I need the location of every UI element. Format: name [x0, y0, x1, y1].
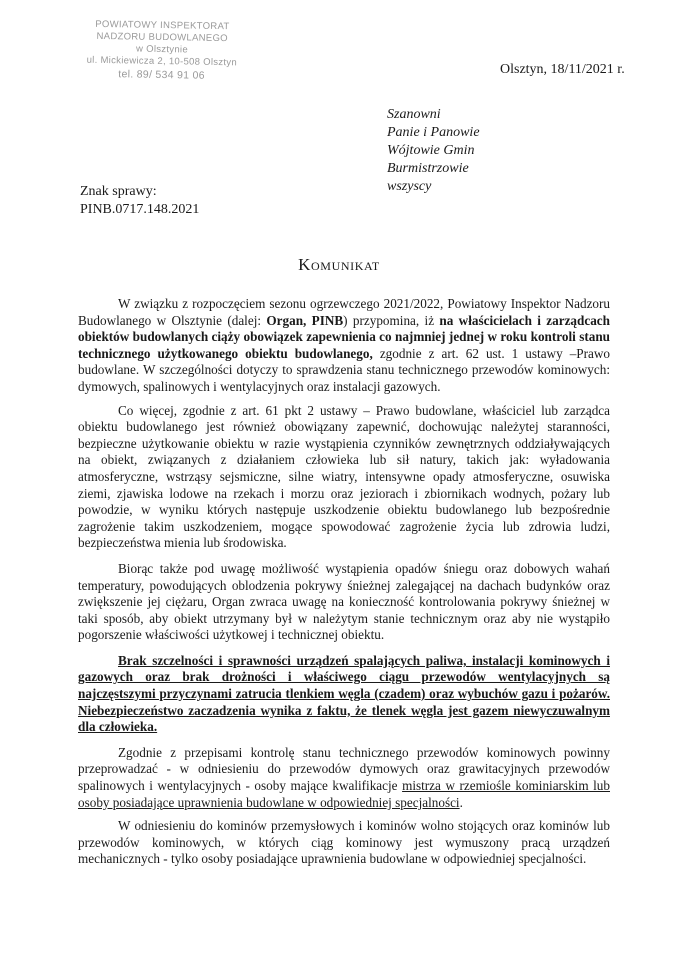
- case-label: Znak sprawy:: [80, 184, 157, 199]
- paragraph-5: [78, 745, 610, 811]
- paragraph-3: Biorąc także pod uwagę możliwość wystąpienia opadów śniegu oraz dobowych wahań temperatury, powodujących oblodzenia pokrywy śnieżnej zalegającej na dachach budynków oraz zwiększenie jej ciężaru, Organ zwraca uwagę na konieczność kontrolowania pokrywy śnieżnej w taki sposób, aby obiekt utrzymany był w należytym stanie technicznym oraz aby nie wystąpiło pogorszenie właściwości użytkowej i technicznej obiektu.: [78, 560, 610, 643]
- paragraph-2: Co więcej, zgodnie z art. 61 pkt 2 ustawy – Prawo budowlane, właściciel lub zarządca obiektu budowlanego jest również obowiązany zapewnić, dochowując należytej staranności, bezpieczne użytkowanie obiektu w razie wystąpienia czynników zewnętrznych oddziaływających na obiekt, związanych z działaniem człowieka lub sił natury, takich jak: wyładowania atmosferyczne, wstrząsy sejsmiczne, silne wiatry, intensywne opady atmosferyczne, osuwiska ziemi, zjawiska lodowe na rzekach i morzu oraz jeziorach i zbiornikach wodnych, pożary lub powodzie, w wyniku których następuje uszkodzenie obiektu budowlanego lub bezpośrednie zagrożenie takim uszkodzeniem, mogące spowodować zagrożenie życia lub zdrowia ludzi, bezpieczeństwa mienia lub środowiska.: [78, 402, 610, 551]
- case-number: PINB.0717.148.2021: [80, 202, 200, 217]
- stamp-line: w Olsztynie: [135, 43, 189, 56]
- paragraph-text: ) przypomina, iż: [343, 312, 440, 328]
- paragraph-1: [78, 296, 610, 396]
- paragraph-text: .: [459, 794, 463, 810]
- recipient-line: Burmistrzowie: [387, 161, 469, 176]
- stamp-line: NADZORU BUDOWLANEGO: [96, 30, 228, 45]
- underlined-text: mistrza w rzemiośle kominiarskim lub osoby posiadające uprawnienia budowlane w odpowiedniej specjalności: [78, 778, 610, 810]
- paragraph-text: Zgodnie z przepisami kontrolę stanu technicznego przewodów kominowych powinny przeprowadzać - w odniesieniu do przewodów dymowych oraz grawitacyjnych przewodów spalinowych i wentylacyjnych - osoby mające kwalifikacje: [78, 744, 610, 794]
- recipient-line: Panie i Panowie: [387, 125, 480, 140]
- paragraph-text: W związku z rozpoczęciem sezonu ogrzewczego 2021/2022, Powiatowy Inspektor Nadzoru Budowlanego w Olsztynie (dalej:: [78, 296, 610, 328]
- stamp-line: POWIATOWY INSPEKTORAT: [95, 18, 230, 33]
- document-title: Komunikat: [298, 255, 380, 274]
- paragraph-text: zgodnie z art. 62 ust. 1 ustawy –Prawo budowlane. W szczególności dotyczy to sprawdzenia stanu technicznego przewodów kominowych: dymowych, spalinowych i wentylacyjnych oraz instalacji gazowych.: [78, 345, 610, 394]
- recipient-line: Wójtowie Gmin: [387, 143, 475, 158]
- letter-date: Olsztyn, 18/11/2021 r.: [500, 62, 625, 77]
- recipients-block: [387, 106, 480, 196]
- warning-paragraph: Brak szczelności i sprawności urządzeń spalających paliwa, instalacji kominowych i gazowych oraz brak drożności i właściwego ciągu przewodów wentylacyjnych są najczęstszymi przyczynami zatrucia tlenkiem węgla (czadem) oraz wybuchów gazu i pożarów. Niebezpieczeństwo zaczadzenia wynika z faktu, że tlenek węgla jest gazem niewyczuwalnym dla człowieka.: [78, 652, 610, 735]
- case-reference: [80, 183, 199, 219]
- stamp-line: ul. Mickiewicza 2, 10-508 Olsztyn: [86, 54, 238, 69]
- document-body: [78, 296, 610, 877]
- recipient-line: Szanowni: [387, 107, 441, 122]
- bold-text: Organ, PINB: [266, 312, 344, 328]
- stamp-phone: tel. 89/ 534 91 06: [118, 68, 205, 82]
- bold-text: na właścicielach i zarządcach obiektów budowlanych ciąży obowiązek zapewnienia co najmniej jednej w roku kontroli stanu technicznego użytkowanego obiektu budowlanego,: [78, 312, 610, 361]
- institution-stamp: [77, 19, 246, 83]
- paragraph-6: W odniesieniu do kominów przemysłowych i kominów wolno stojących oraz kominów lub przewodów kominowych, w których ciąg kominowy jest wymuszony pracą urządzeń mechanicznych - tylko osoby posiadające uprawnienia budowlane w odpowiedniej specjalności.: [78, 818, 610, 867]
- recipient-line: wszyscy: [387, 179, 432, 194]
